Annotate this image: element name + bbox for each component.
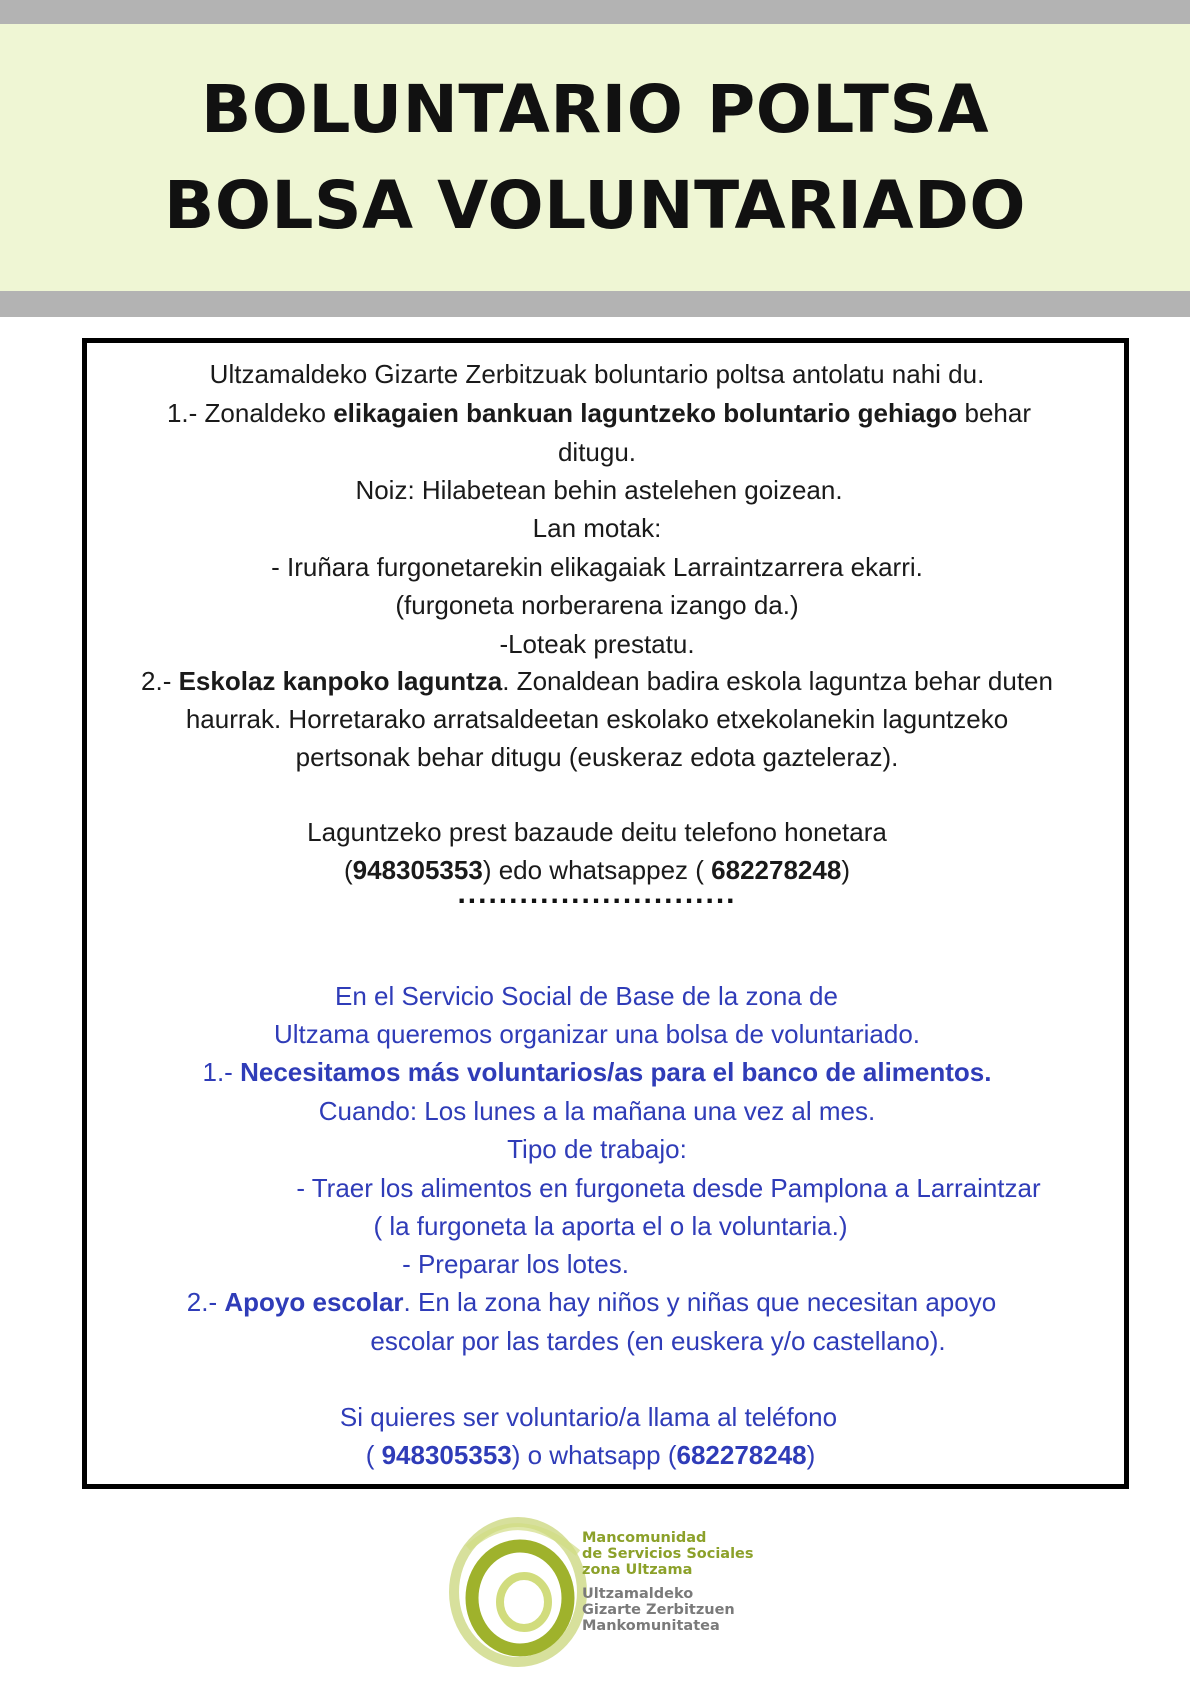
title-banner [0,24,1190,291]
basque-task1: - Iruñara furgonetarekin elikagaiak Larraintzarrera ekarri. [271,552,923,582]
spanish-when: Cuando: Los lunes a la mañana una vez al mes. [318,1096,876,1126]
spanish-task1: - Traer los alimentos en furgoneta desde Pamplona a Larraintzar [296,1173,1041,1203]
basque-contact: Laguntzeko prest bazaude deitu telefono honetara [307,817,887,847]
spanish-item2-cont: escolar por las tardes (en euskera y/o castellano). [370,1326,946,1356]
basque-item1: 1.- Zonaldeko elikagaien bankuan laguntzeko boluntario gehiago behar [166,398,1032,428]
notice-box [82,338,1129,1489]
spanish-task1-note: ( la furgoneta la aporta el o la voluntaria.) [373,1211,848,1241]
basque-whatsapp: 682278248 [711,855,842,885]
spanish-contact: Si quieres ser voluntario/a llama al teléfono [339,1402,838,1432]
spanish-whatsapp: 682278248 [676,1440,807,1470]
basque-contact-numbers: (948305353) edo whatsappez ( 682278248) [344,855,850,885]
title-spanish: BOLSA VOLUNTARIADO [164,166,1026,244]
basque-intro: Ultzamaldeko Gizarte Zerbitzuak boluntario poltsa antolatu nahi du. [209,359,985,389]
title-basque: BOLUNTARIO POLTSA [200,70,990,148]
spanish-contact-numbers: ( 948305353) o whatsapp (682278248) [365,1440,816,1470]
spanish-phone: 948305353 [381,1440,512,1470]
basque-task2: -Loteak prestatu. [499,629,695,659]
top-gray-bar [0,0,1190,24]
logo-text-basque: Ultzamaldeko Gizarte Zerbitzuen Mankomunitatea [582,1586,735,1634]
spanish-intro2: Ultzama queremos organizar una bolsa de voluntariado. [273,1019,921,1049]
basque-item2-cont2: pertsonak behar ditugu (euskeraz edota gazteleraz). [295,742,899,772]
section-separator: ........................... [457,877,737,910]
spanish-task2: - Preparar los lotes. [402,1249,629,1279]
spanish-intro1: En el Servicio Social de Base de la zona de [335,981,838,1011]
basque-task1-note: (furgoneta norberarena izango da.) [395,590,799,620]
basque-phone: 948305353 [352,855,483,885]
spanish-task-heading: Tipo de trabajo: [507,1134,687,1164]
basque-when: Noiz: Hilabetean behin astelehen goizean. [355,475,843,505]
spanish-item2: 2.- Apoyo escolar. En la zona hay niños y niñas que necesitan apoyo [186,1287,997,1317]
bottom-gray-bar [0,291,1190,317]
basque-item2: 2.- Eskolaz kanpoko laguntza. Zonaldean badira eskola laguntza behar duten [141,666,1053,696]
basque-task-heading: Lan motak: [532,513,662,543]
basque-item2-cont: haurrak. Horretarako arratsaldeetan eskolako etxekolanekin laguntzeko [185,704,1009,734]
spanish-item1: 1.- Necesitamos más voluntarios/as para el banco de alimentos. [202,1057,992,1087]
basque-item1-cont: ditugu. [557,437,637,467]
logo-text-spanish: Mancomunidad de Servicios Sociales zona Ultzama [582,1530,754,1578]
